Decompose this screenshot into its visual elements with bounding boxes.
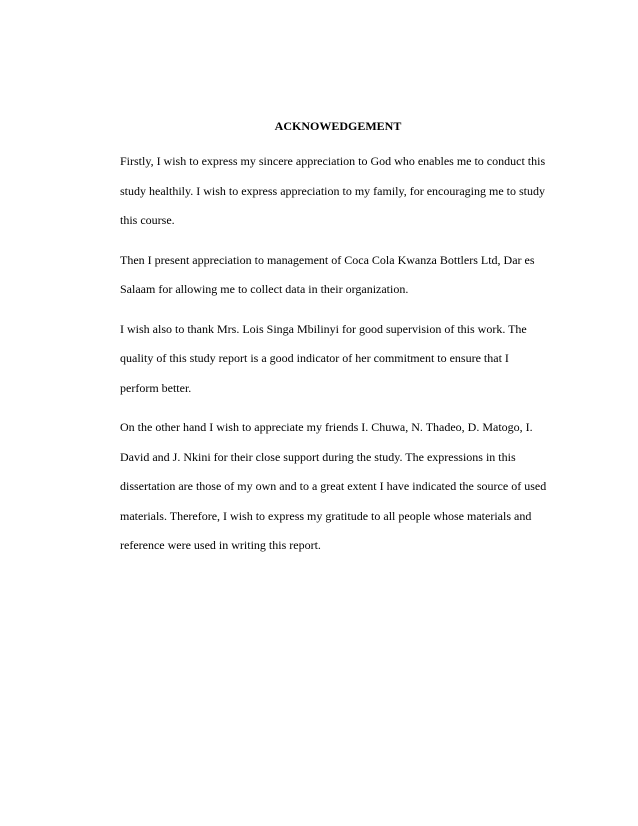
text-line: study healthily. I wish to express appreciation to my family, for encouraging me to study [120,183,546,198]
text-line: perform better. [120,380,192,395]
paragraph-management [120,246,580,305]
text-line: David and J. Nkini for their close support during the study. The expressions in this [120,449,516,464]
paragraph-supervisor [120,315,580,404]
text-line: Salaam for allowing me to collect data in their organization. [120,282,409,296]
text-line: materials. Therefore, I wish to express my gratitude to all people whose materials and [120,508,532,523]
text-line: I wish also to thank Mrs. Lois Singa Mbilinyi for good supervision of this work. The [120,321,527,336]
paragraph-friends [120,413,580,561]
document-body [120,147,580,571]
text-line: dissertation are those of my own and to a great extent I have indicated the source of used [120,479,547,493]
page-title: ACKNOWEDGEMENT [274,119,402,133]
text-line: reference were used in writing this report. [120,538,321,552]
text-line: Then I present appreciation to management of Coca Cola Kwanza Bottlers Ltd, Dar es [120,252,535,267]
text-line: Firstly, I wish to express my sincere appreciation to God who enables me to conduct this [120,154,546,168]
paragraph-gratitude-god-family [120,147,580,236]
text-line: quality of this study report is a good indicator of her commitment to ensure that I [120,351,509,365]
text-line: On the other hand I wish to appreciate my friends I. Chuwa, N. Thadeo, D. Matogo, I. [120,420,533,434]
text-line: this course. [120,213,175,227]
